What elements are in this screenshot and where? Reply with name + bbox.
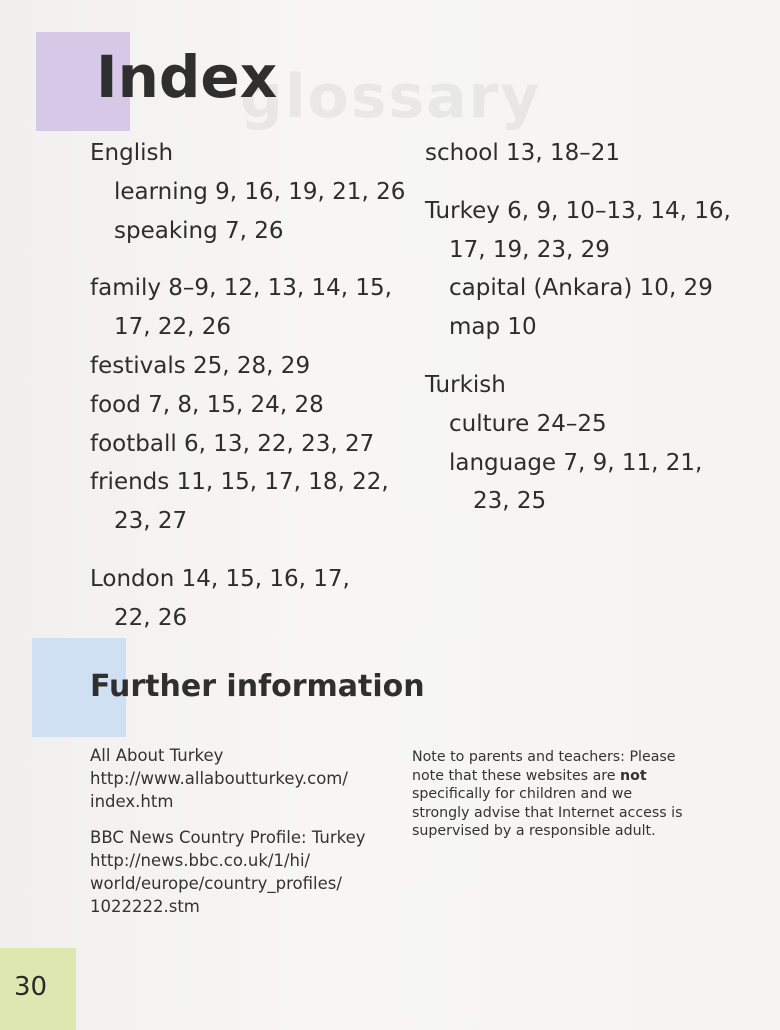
index-term: Turkish (425, 371, 506, 398)
index-subentry: 23, 25 (473, 488, 547, 515)
resource-entry (90, 744, 410, 813)
resource-url[interactable]: world/europe/country_profiles/ (90, 874, 342, 893)
parent-note (412, 748, 742, 841)
index-continuation: 22, 26 (114, 604, 188, 631)
note-line: strongly advise that Internet access is (412, 804, 683, 821)
index-subentry: learning 9, 16, 19, 21, 26 (114, 178, 406, 205)
resource-list (90, 744, 410, 918)
index-term: food 7, 8, 15, 24, 28 (90, 391, 324, 418)
index-column-right (425, 134, 765, 521)
note-line: specifically for children and we (412, 786, 633, 803)
index-term: friends 11, 15, 17, 18, 22, (90, 469, 389, 496)
index-term: English (90, 140, 174, 166)
note-line (412, 767, 742, 786)
index-entry (90, 347, 420, 386)
index-subentry: map 10 (449, 314, 537, 341)
index-term: London 14, 15, 16, 17, (90, 565, 350, 592)
index-subentry: culture 24–25 (449, 410, 607, 437)
show-through-text: glossary (240, 62, 542, 132)
index-term: family 8–9, 12, 13, 14, 15, (90, 275, 392, 302)
resource-url[interactable]: 1022222.stm (90, 897, 200, 916)
index-term: Turkey 6, 9, 10–13, 14, 16, (425, 197, 731, 224)
page-number: 30 (14, 972, 48, 1002)
resource-title: All About Turkey (90, 746, 224, 765)
index-subentry: language 7, 9, 11, 21, (449, 449, 703, 476)
index-continuation: 17, 19, 23, 29 (449, 236, 610, 263)
index-entry (425, 366, 765, 521)
resource-title: BBC News Country Profile: Turkey (90, 828, 366, 847)
resource-entry (90, 826, 410, 918)
page-title: Index (96, 43, 278, 111)
index-entry (425, 134, 765, 173)
note-line: Note to parents and teachers: Please (412, 749, 676, 765)
index-entry (90, 134, 420, 250)
index-entry (90, 386, 420, 425)
index-column-left (90, 134, 420, 638)
index-term: football 6, 13, 22, 23, 27 (90, 430, 375, 457)
index-subentry: capital (Ankara) 10, 29 (449, 275, 713, 302)
further-information-heading: Further information (90, 669, 425, 704)
note-emphasis: not (620, 767, 647, 784)
index-term: festivals 25, 28, 29 (90, 352, 311, 379)
resource-url[interactable]: index.htm (90, 792, 174, 811)
index-entry (90, 463, 420, 541)
note-text: note that these websites are (412, 767, 621, 784)
resource-url[interactable]: http://www.allaboutturkey.com/ (90, 769, 348, 788)
index-entry (90, 560, 420, 638)
note-line: supervised by a responsible adult. (412, 823, 656, 840)
index-continuation: 17, 22, 26 (114, 314, 232, 341)
index-continuation: 23, 27 (114, 508, 188, 535)
index-entry (425, 192, 765, 347)
index-subentry: speaking 7, 26 (114, 217, 284, 244)
resource-url[interactable]: http://news.bbc.co.uk/1/hi/ (90, 851, 311, 870)
index-entry (90, 425, 420, 464)
index-entry (90, 269, 420, 347)
index-term: school 13, 18–21 (425, 140, 620, 166)
